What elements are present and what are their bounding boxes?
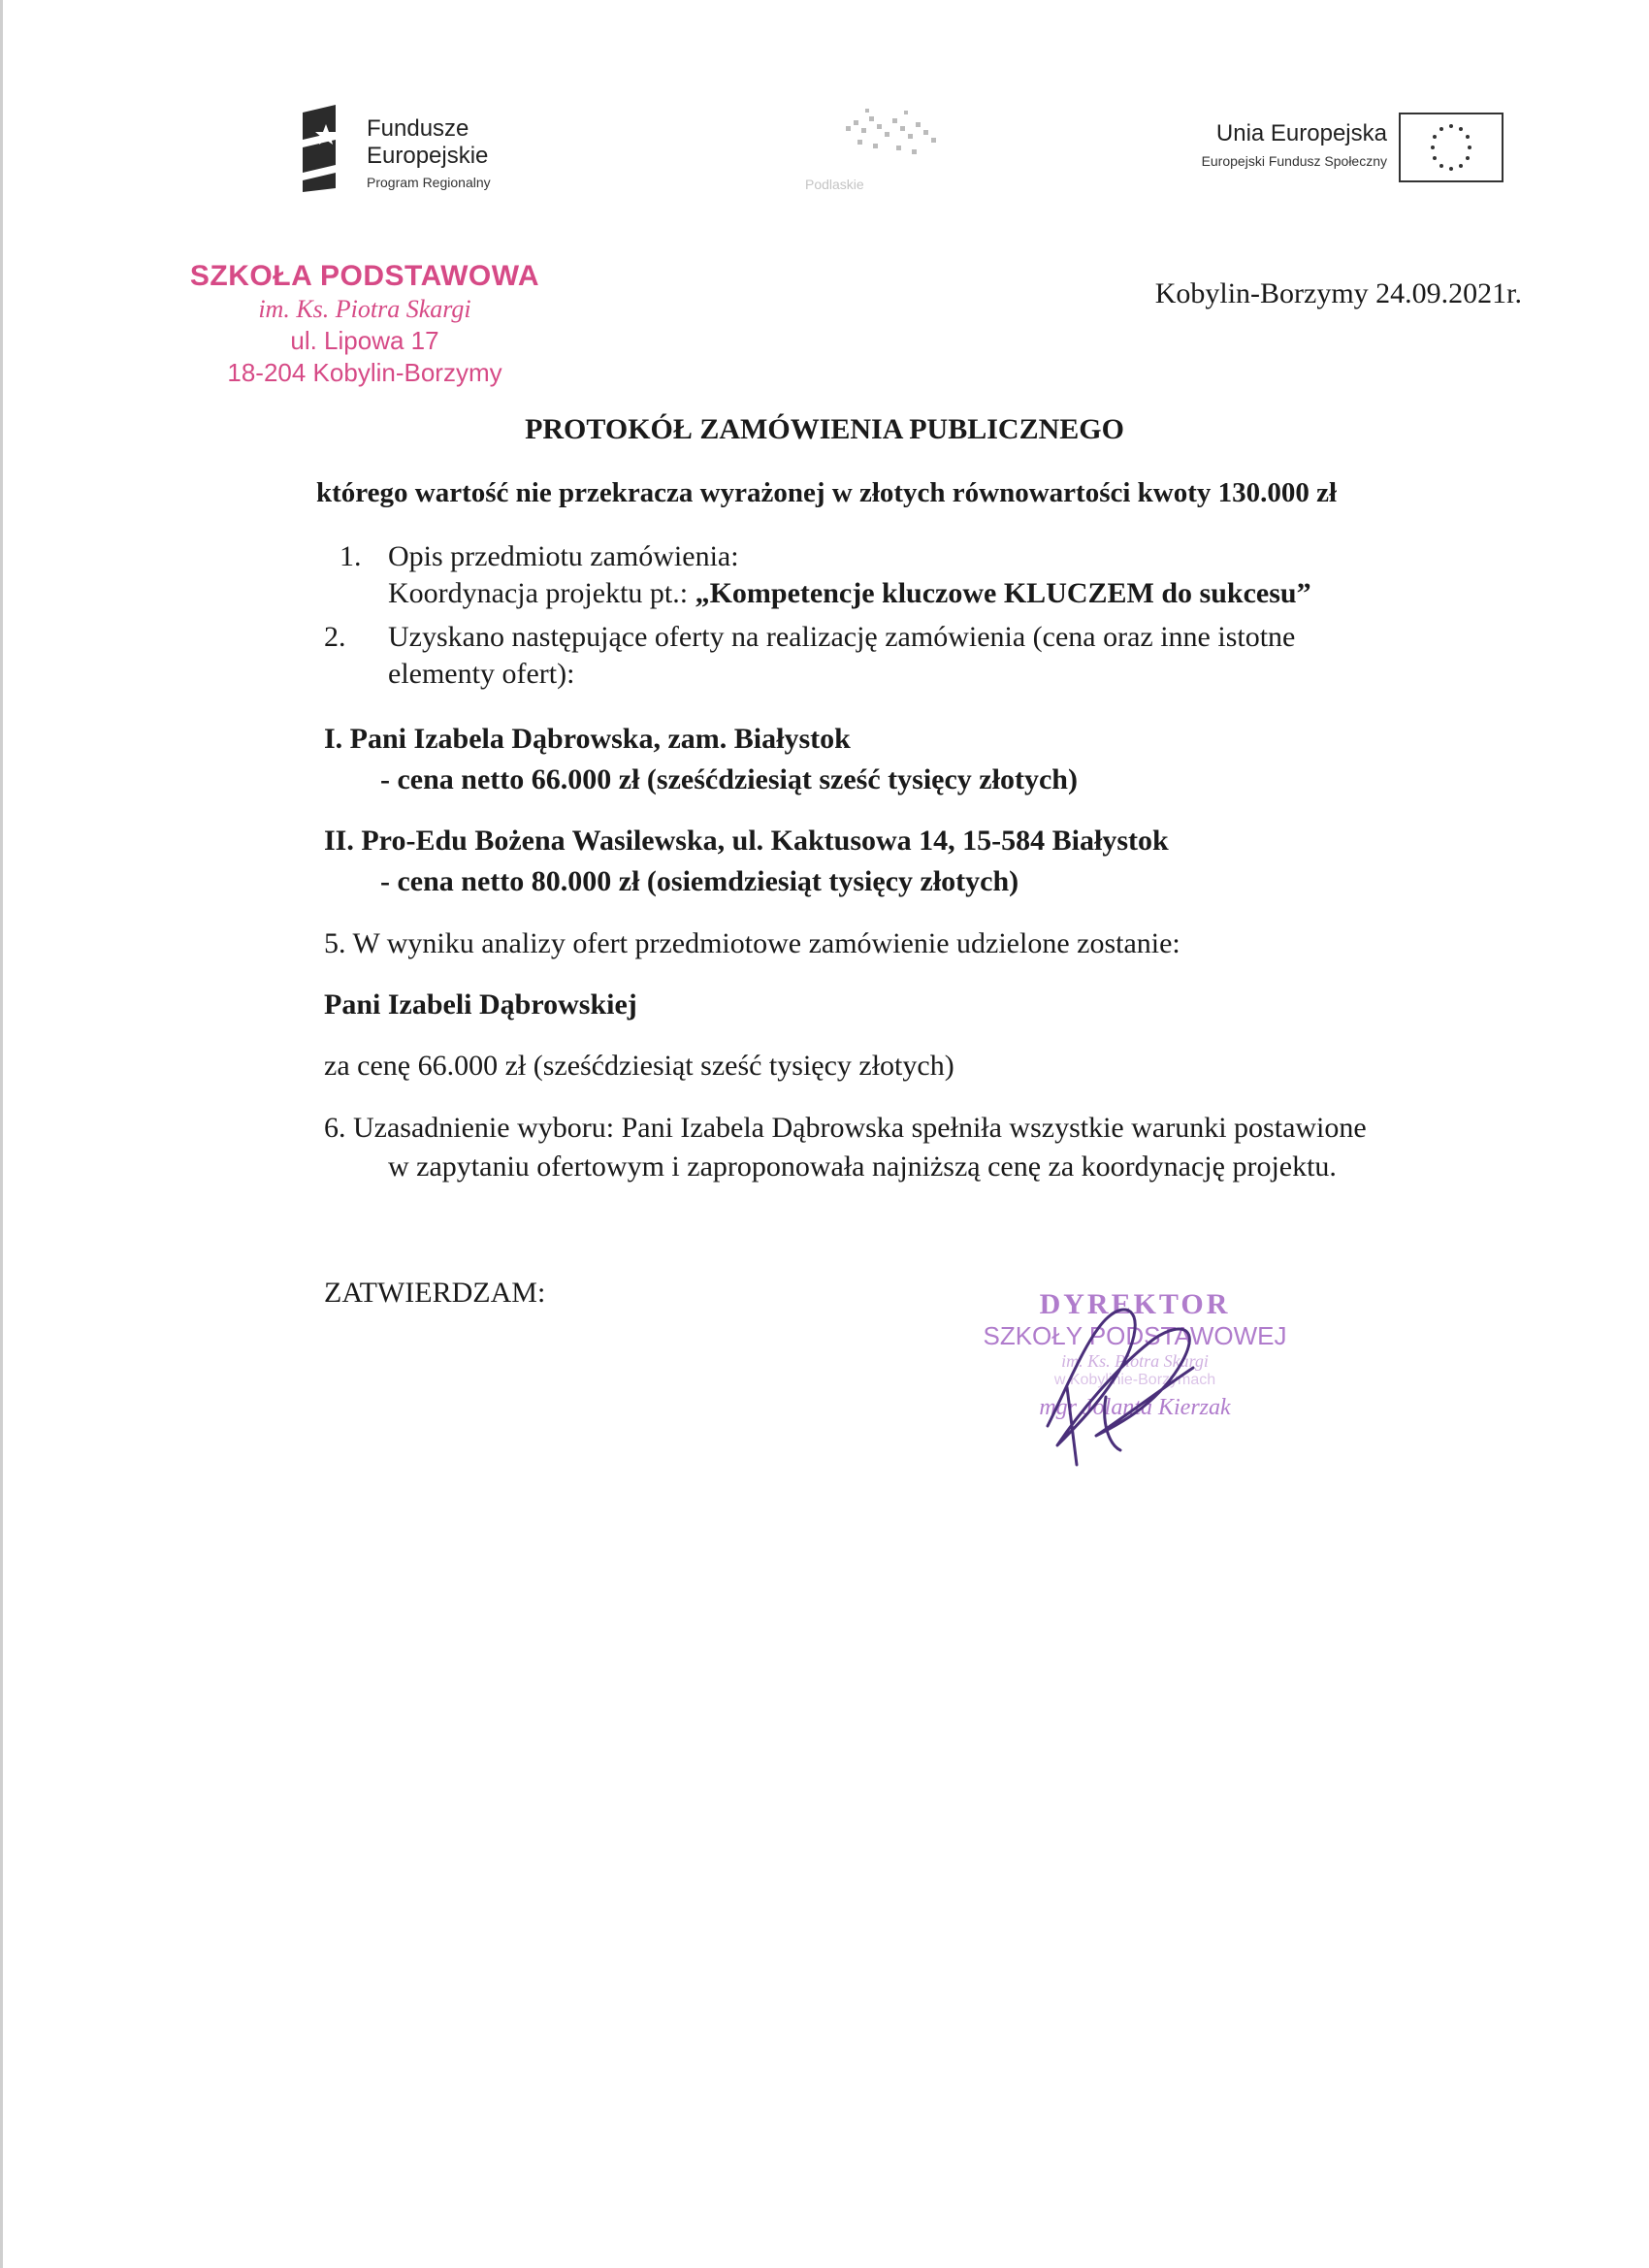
director-stamp-school: SZKOŁY PODSTAWOWEJ — [983, 1321, 1287, 1350]
item-1-detail — [388, 575, 1311, 612]
fe-logo-line3: Program Regionalny — [367, 175, 491, 190]
school-stamp-patron: im. Ks. Piotra Skargi — [258, 295, 471, 323]
item-1-number: 1. — [340, 540, 362, 572]
scan-edge — [0, 0, 3, 2268]
podlaskie-logo-label: Podlaskie — [805, 177, 864, 192]
justification-line-1: 6. Uzasadnienie wyboru: Pani Izabela Dąbrowska spełniła wszystkie warunki postawione — [324, 1112, 1367, 1144]
item-2-line-1: Uzyskano następujące oferty na realizację zamówienia (cena oraz inne istotne — [388, 621, 1296, 653]
approval-label: ZATWIERDZAM: — [324, 1277, 546, 1309]
school-stamp-street: ul. Lipowa 17 — [290, 326, 439, 355]
fe-logo — [297, 105, 539, 194]
offer-2-title: II. Pro-Edu Bożena Wasilewska, ul. Kaktusowa 14, 15-584 Białystok — [324, 825, 1169, 857]
podlaskie-logo-icon — [836, 107, 953, 165]
director-stamp-name: mgr Jolanta Kierzak — [1039, 1395, 1231, 1420]
fe-logo-line1: Fundusze — [367, 115, 469, 142]
podlaskie-logo — [797, 107, 972, 194]
justification-line-2: w zapytaniu ofertowym i zaproponowała najniższą cenę za koordynację projektu. — [388, 1150, 1337, 1183]
offer-1-price: - cena netto 66.000 zł (sześćdziesiąt sześć tysięcy złotych) — [380, 763, 1078, 795]
item-1-project-title: „Kompetencje kluczowe KLUCZEM do sukcesu” — [695, 577, 1311, 609]
page-title: PROTOKÓŁ ZAMÓWIENIA PUBLICZNEGO — [525, 413, 1124, 445]
director-stamp-place: w Kobylinie-Borzymach — [1053, 1372, 1216, 1388]
offer-2-price: - cena netto 80.000 zł (osiemdziesiąt tysięcy złotych) — [380, 865, 1019, 897]
offer-1-title: I. Pani Izabela Dąbrowska, zam. Białystok — [324, 723, 851, 755]
result-price: za cenę 66.000 zł (sześćdziesiąt sześć tysięcy złotych) — [324, 1050, 954, 1082]
item-2-number: 2. — [324, 621, 346, 653]
signature-icon — [1009, 1280, 1242, 1474]
result-winner: Pani Izabeli Dąbrowskiej — [324, 988, 637, 1021]
director-stamp-title: DYREKTOR — [1039, 1288, 1231, 1320]
school-stamp-name: SZKOŁA PODSTAWOWA — [189, 260, 540, 292]
fe-logo-line2: Europejskie — [367, 143, 489, 169]
director-stamp-patron: im. Ks. Piotra Skargi — [1061, 1351, 1209, 1371]
page-subtitle: którego wartość nie przekracza wyrażonej w złotych równowartości kwoty 130.000 zł — [316, 477, 1338, 508]
eu-flag-icon — [1399, 113, 1504, 182]
school-stamp — [180, 260, 549, 388]
place-date: Kobylin-Borzymy 24.09.2021r. — [1154, 277, 1522, 309]
item-1-detail-prefix: Koordynacja projektu pt.: — [388, 577, 695, 609]
item-1-label: Opis przedmiotu zamówienia: — [388, 540, 739, 572]
item-2-line-2: elementy ofert): — [388, 658, 575, 690]
result-line: 5. W wyniku analizy ofert przedmiotowe zamówienie udzielone zostanie: — [324, 927, 1180, 959]
school-stamp-city: 18-204 Kobylin-Borzymy — [227, 358, 502, 387]
ue-logo-subtitle: Europejski Fundusz Społeczny — [1201, 153, 1387, 169]
fe-logo-icon — [297, 105, 349, 192]
ue-logo-title: Unia Europejska — [1215, 120, 1387, 146]
ue-logo — [1116, 109, 1523, 186]
